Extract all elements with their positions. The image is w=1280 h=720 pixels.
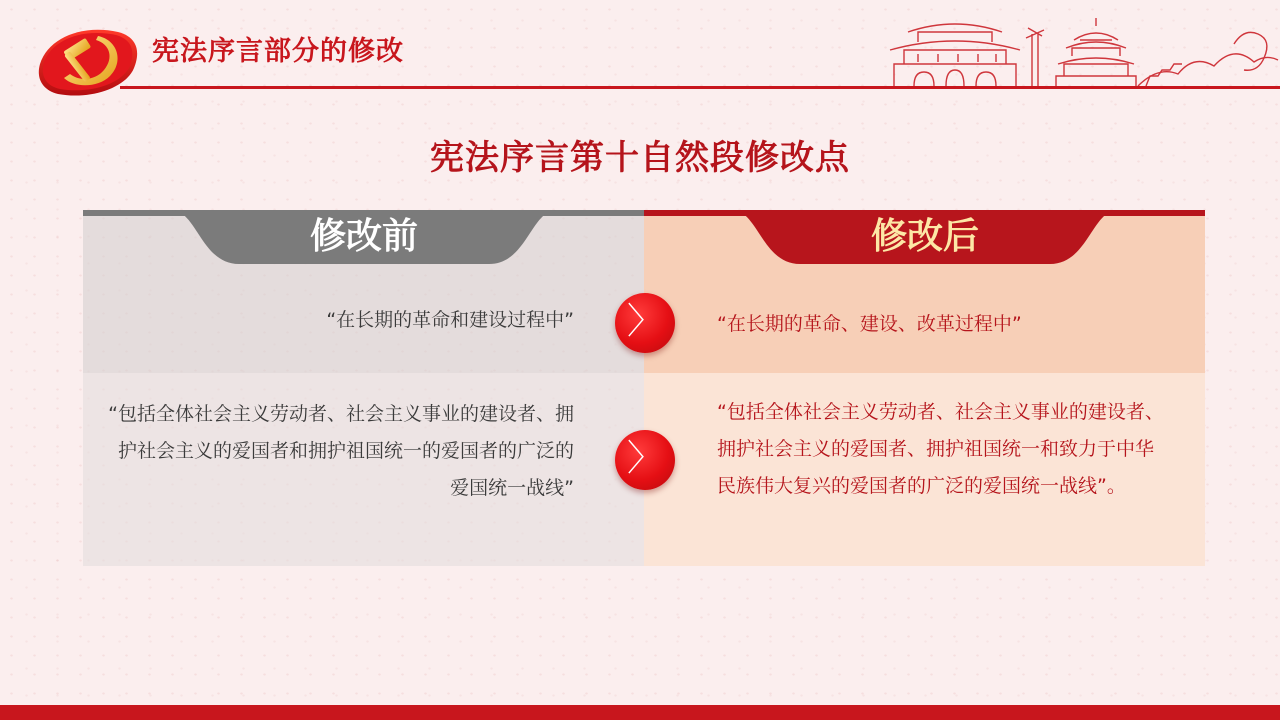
header-title: 宪法序言部分的修改 [152,36,404,67]
before-row-1-text: “在长期的革命和建设过程中” [326,309,574,331]
section-title: 宪法序言第十自然段修改点 [430,138,850,178]
beijing-landmarks-illustration [888,14,1280,88]
before-row-2-text: “包括全体社会主义劳动者、社会主义事业的建设者、拥护社会主义的爱国者和拥护祖国统一的爱国者的广泛的爱国统一战线” [108,403,574,499]
after-column [644,210,1205,566]
bottom-band [0,705,1280,720]
chevron-right-icon: 〉 [615,430,675,490]
after-label: 修改后 [870,216,979,257]
before-label: 修改前 [309,216,418,257]
after-row-1-text: “在长期的革命、建设、改革过程中” [717,313,1022,335]
before-column [83,210,644,566]
party-emblem-icon [34,18,146,102]
after-row-2-text: “包括全体社会主义劳动者、社会主义事业的建设者、拥护社会主义的爱国者、拥护祖国统一和致力于中华民族伟大复兴的爱国者的广泛的爱国统一战线”。 [717,401,1164,497]
comparison-table [83,210,1205,566]
header [0,0,1280,100]
chevron-right-icon: 〉 [615,293,675,353]
